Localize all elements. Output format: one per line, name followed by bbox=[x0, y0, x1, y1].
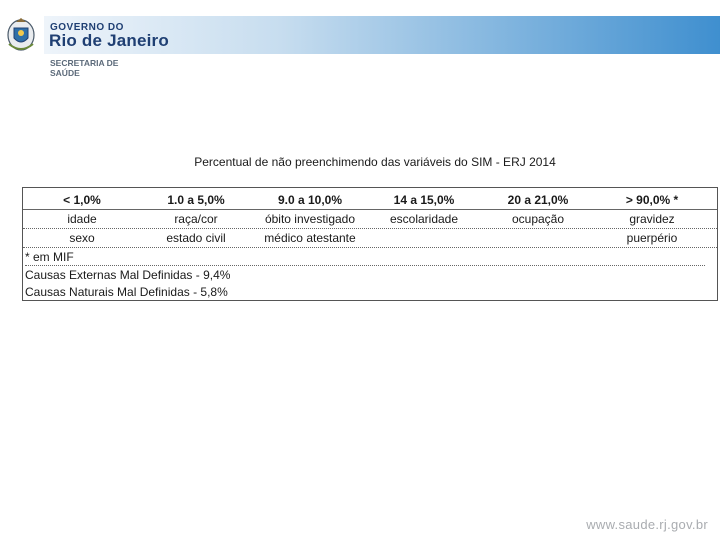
table-cell: idade bbox=[67, 212, 97, 226]
table-row bbox=[23, 210, 717, 229]
table-cell: raça/cor bbox=[174, 212, 218, 226]
table-note-natural-causes: Causas Naturais Mal Definidas - 5,8% bbox=[25, 285, 228, 299]
table-title: Percentual de não preenchimendo das variáveis do SIM - ERJ 2014 bbox=[194, 155, 556, 169]
state-coat-of-arms-icon bbox=[4, 14, 38, 56]
header-cell: 14 a 15,0% bbox=[393, 193, 455, 207]
header-cell: 20 a 21,0% bbox=[507, 193, 569, 207]
missing-data-table bbox=[22, 187, 718, 301]
table-cell: sexo bbox=[69, 231, 95, 245]
table-cell: gravidez bbox=[629, 212, 675, 226]
table-note-external-causes: Causas Externas Mal Definidas - 9,4% bbox=[25, 268, 231, 282]
header-cell: 9.0 a 10,0% bbox=[277, 193, 343, 207]
table-cell: escolaridade bbox=[389, 212, 459, 226]
table-row bbox=[23, 229, 717, 248]
header-cell: < 1,0% bbox=[63, 193, 101, 207]
state-name-logo: Rio de Janeiro bbox=[49, 31, 169, 50]
table-cell: ocupação bbox=[511, 212, 565, 226]
header-cell: > 90,0% * bbox=[625, 193, 679, 207]
government-label: GOVERNO DO bbox=[50, 22, 124, 33]
table-note-mif: * em MIF bbox=[25, 249, 705, 266]
secretaria-label: SECRETARIA DE SAÚDE bbox=[50, 58, 119, 78]
table-cell: óbito investigado bbox=[264, 212, 356, 226]
table-cell: puerpério bbox=[626, 231, 678, 245]
header-cell: 1.0 a 5,0% bbox=[167, 193, 225, 207]
table-cell: estado civil bbox=[166, 231, 226, 245]
table-cell: médico atestante bbox=[264, 231, 356, 245]
footer-website-url: www.saude.rj.gov.br bbox=[586, 517, 708, 532]
table-header-row bbox=[23, 191, 717, 210]
